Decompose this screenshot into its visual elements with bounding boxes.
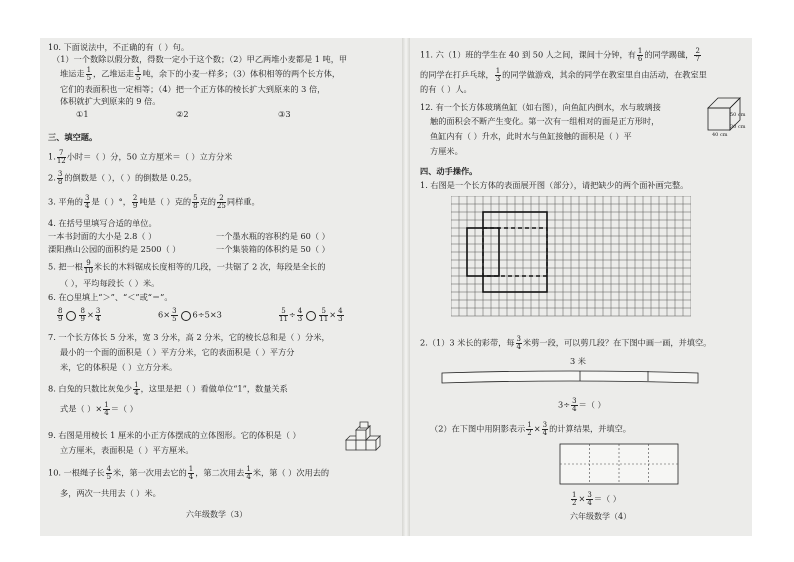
fraction-denominator: 4 bbox=[95, 315, 101, 323]
fraction-denominator: 4 bbox=[542, 429, 548, 437]
f3-pre: 3. 平角的 bbox=[48, 196, 83, 207]
f2-text: 的倒数是（ ），（ ）的倒数是 0.25。 bbox=[64, 172, 197, 183]
fraction bbox=[526, 422, 532, 437]
fraction-denominator: 3 bbox=[297, 315, 303, 323]
fraction-numerator: 1 bbox=[188, 465, 194, 473]
fraction-numerator: 8 bbox=[58, 307, 63, 315]
fill-12b: 触的面积会不断产生变化。第一次有一组相对的面是正方形时， bbox=[430, 116, 660, 126]
fraction-numerator: 2 bbox=[217, 195, 226, 203]
fraction-numerator: 3 bbox=[587, 491, 592, 499]
f1-text: 小时＝（ ）分，50 立方厘米＝（ ）立方分米 bbox=[66, 151, 233, 162]
section-4-title: 四、动手操作。 bbox=[420, 166, 478, 176]
fraction bbox=[86, 67, 92, 82]
op2-pre: 2.（1）3 米长的彩带，每 bbox=[420, 337, 515, 348]
op2b-equation: $\frac{1}{2}$ × $\frac{3}{4}$ ＝（ ） bbox=[572, 491, 621, 507]
fill-12d: 方厘米。 bbox=[430, 146, 463, 156]
compare-circle[interactable] bbox=[306, 311, 316, 321]
fraction-denominator: 3 bbox=[338, 315, 343, 323]
tank-dim-height: 50 cm bbox=[730, 112, 746, 118]
f11-b2: 的同学做游戏，其余的同学在教室里自由活动，在教室里 bbox=[502, 69, 707, 80]
q10-b-post: 吨，余下的小麦一样多；（3）体积相等的两个长方体， bbox=[142, 68, 341, 79]
fraction bbox=[516, 336, 522, 351]
fraction-denominator: 6 bbox=[637, 55, 643, 63]
fraction-numerator: 3 bbox=[172, 307, 177, 315]
fraction bbox=[79, 308, 85, 323]
fill-10b: 多，两次一共用去（ ）米。 bbox=[60, 488, 161, 498]
fraction bbox=[84, 260, 93, 275]
fraction-denominator: 4 bbox=[516, 343, 521, 351]
fraction bbox=[297, 308, 303, 323]
q10-statement-b bbox=[60, 67, 340, 82]
fraction-denominator: 9 bbox=[58, 315, 63, 323]
page-footer-left: 六年级数学（3） bbox=[186, 510, 248, 519]
fraction-numerator: 1 bbox=[136, 66, 141, 74]
fraction bbox=[171, 308, 177, 323]
fraction bbox=[571, 492, 577, 507]
fraction bbox=[106, 466, 112, 481]
q10-option-2: ②2 bbox=[176, 109, 189, 119]
fraction-denominator: 9 bbox=[132, 202, 138, 210]
left-page bbox=[46, 38, 398, 536]
fraction-denominator: 5 bbox=[172, 315, 177, 323]
f11-a2: 的同学踢毽， bbox=[644, 49, 694, 60]
f3-mid3: 克的 bbox=[199, 196, 216, 207]
fraction-numerator: 1 bbox=[527, 421, 532, 429]
fraction-denominator: 10 bbox=[83, 267, 93, 275]
op2b-pre: （2）在下图中用阴影表示 bbox=[430, 423, 526, 434]
fraction bbox=[103, 402, 109, 417]
fraction-numerator: 1 bbox=[104, 401, 109, 409]
fraction bbox=[135, 67, 141, 82]
fraction bbox=[542, 422, 548, 437]
f10-a4: 米，第（ ）次用去的 bbox=[252, 467, 330, 478]
fill-4d: 一个集装箱的体积约是 50（ ） bbox=[216, 244, 330, 254]
exam-paper bbox=[40, 38, 752, 536]
fraction bbox=[694, 48, 700, 63]
f6-expr2: 6× bbox=[158, 309, 171, 320]
cube-stack-figure bbox=[342, 420, 382, 456]
fraction-denominator: 11 bbox=[279, 315, 288, 323]
shading-rect-figure[interactable] bbox=[558, 442, 680, 486]
fill-9b: 立方厘米，表面积是（ ）平方厘米。 bbox=[60, 445, 194, 455]
fraction-denominator: 5 bbox=[86, 74, 92, 82]
fraction-numerator: 4 bbox=[338, 307, 343, 315]
q10-statement-d: 体积就扩大到原来的 9 倍。 bbox=[60, 96, 161, 106]
tank-dim-length: 40 cm bbox=[712, 132, 728, 138]
fraction-numerator: 9 bbox=[84, 260, 93, 268]
fraction-denominator: 4 bbox=[104, 409, 109, 417]
op2-eq2: ＝（ ） bbox=[578, 399, 606, 410]
fill-4a: 一本书封面的大小是 2.8（ ） bbox=[48, 231, 157, 241]
fraction-numerator: 4 bbox=[106, 465, 112, 473]
fraction bbox=[337, 308, 343, 323]
op2-eq: 3÷ bbox=[558, 399, 571, 410]
fraction-denominator: 5 bbox=[106, 473, 112, 481]
fraction bbox=[133, 382, 139, 397]
fill-12a: 12. 有一个长方体玻璃鱼缸（如右图），向鱼缸内倒水，水与玻璃接 bbox=[420, 102, 661, 112]
fraction-denominator: 7 bbox=[695, 55, 700, 63]
fraction-denominator: 12 bbox=[56, 157, 66, 165]
fraction-numerator: 3 bbox=[95, 307, 101, 315]
fraction bbox=[57, 171, 63, 186]
op-1: 1. 右图是一个长方体的表面展开图（部分），请把缺少的两个面补画完整。 bbox=[420, 180, 689, 190]
op-2a bbox=[420, 336, 711, 351]
f8-b: 式是（ ）× bbox=[60, 403, 103, 414]
fill-11a bbox=[420, 48, 702, 63]
fraction-numerator: 1 bbox=[572, 491, 577, 499]
ribbon-figure[interactable] bbox=[440, 368, 700, 388]
f3-post: 同样重。 bbox=[226, 196, 260, 207]
f10-a: 10. 一根绳子长 bbox=[48, 467, 105, 478]
fraction bbox=[279, 308, 288, 323]
fraction bbox=[84, 195, 90, 210]
fill-9a: 9. 右图是用棱长 1 厘米的小正方体摆成的立体图形。它的体积是（ ） bbox=[48, 430, 301, 440]
fraction-denominator: 2 bbox=[527, 429, 532, 437]
q10-intro: 10. 下面说法中，不正确的有（ ）句。 bbox=[48, 42, 190, 52]
fraction bbox=[586, 492, 592, 507]
q10-b-mid: ，乙堆运走 bbox=[93, 68, 134, 79]
fraction bbox=[192, 195, 198, 210]
op2b-post: 的计算结果，并填空。 bbox=[549, 423, 631, 434]
fraction-denominator: 25 bbox=[216, 202, 226, 210]
fraction-numerator: 1 bbox=[495, 67, 501, 75]
q10-option-1: ①1 bbox=[76, 109, 89, 119]
fraction-denominator: 5 bbox=[136, 74, 141, 82]
page-footer-right: 六年级数学（4） bbox=[570, 512, 632, 521]
fill-4c: 溧阳燕山公园的面积约是 2500（ ） bbox=[48, 244, 181, 254]
fraction-numerator: 3 bbox=[572, 397, 577, 405]
compare-circle[interactable] bbox=[181, 311, 191, 321]
fraction-numerator: 2 bbox=[695, 47, 700, 55]
f5-post: 米长的木料锯成长度相等的几段，一共锯了 2 次，每段是全长的 bbox=[93, 261, 326, 272]
fraction-numerator: 4 bbox=[297, 307, 303, 315]
fraction-denominator: 4 bbox=[188, 473, 194, 481]
fraction-denominator: 3 bbox=[495, 75, 501, 83]
fraction bbox=[495, 68, 501, 83]
fraction-denominator: 4 bbox=[572, 405, 577, 413]
fraction-numerator: 1 bbox=[246, 465, 251, 473]
f5-pre: 5. 把一根 bbox=[48, 261, 83, 272]
fraction-numerator: 7 bbox=[57, 150, 66, 158]
f8-b2: ＝（ ） bbox=[110, 403, 138, 414]
fill-7c: 米，它的体积是（ ）立方分米。 bbox=[60, 362, 178, 372]
f8-a2: ，这里是把（ ）看做单位“1”，数量关系 bbox=[140, 383, 288, 394]
fraction-numerator: 3 bbox=[57, 170, 63, 178]
fill-2 bbox=[48, 171, 197, 186]
fraction-denominator: 8 bbox=[193, 202, 198, 210]
fill-7a: 7. 一个长方体长 5 分米，宽 3 分米，高 2 分米，它的棱长总和是（ ）分米， bbox=[48, 332, 330, 342]
compare-circle[interactable] bbox=[66, 311, 76, 321]
fraction bbox=[132, 195, 138, 210]
page-fold bbox=[402, 38, 410, 536]
fill-4b: 一个墨水瓶的容积约是 60（ ） bbox=[216, 231, 330, 241]
fraction bbox=[571, 398, 577, 413]
ribbon-label: 3 米 bbox=[570, 356, 586, 366]
fraction-numerator: 3 bbox=[84, 194, 90, 202]
f1-pre: 1. bbox=[48, 151, 56, 162]
q10-statement-c: 它们的表面积也一定相等；（4）把一个正方体的棱长扩大到原来的 3 倍， bbox=[60, 84, 326, 94]
fill-12c: 鱼缸内有（ ）升水，此时水与鱼缸接触的面积是（ ）平 bbox=[430, 131, 632, 141]
fill-11b bbox=[420, 68, 707, 83]
fraction bbox=[319, 308, 328, 323]
fill-6-expr-2 bbox=[158, 308, 222, 323]
fraction-numerator: 5 bbox=[319, 308, 328, 316]
fraction bbox=[217, 195, 226, 210]
f11-a: 11. 六（1）班的学生在 40 到 50 人之间，课间十分钟，有 bbox=[420, 49, 636, 60]
fraction-numerator: 5 bbox=[193, 194, 198, 202]
fill-5 bbox=[48, 260, 325, 275]
section-3-title: 三、填空题。 bbox=[48, 132, 98, 142]
q10-b-pre: 堆运走 bbox=[60, 68, 85, 79]
op2b-eq2: ＝（ ） bbox=[593, 493, 621, 504]
fill-11c: 的有（ ）人。 bbox=[420, 84, 472, 94]
f10-a3: ，第二次用去 bbox=[195, 467, 245, 478]
fraction-numerator: 3 bbox=[542, 421, 548, 429]
fill-3 bbox=[48, 195, 260, 210]
f2-pre: 2. bbox=[48, 172, 56, 183]
fraction-denominator: 4 bbox=[134, 389, 139, 397]
fill-6-expr-1: $\frac{8}{9}$ $\frac{8}{9}$ × $\frac{3}{4}$ bbox=[58, 307, 101, 323]
op-2b: （2）在下图中用阴影表示 $\frac{1}{2}$ × $\frac{3}{4}$ 的计算结果，并填空。 bbox=[430, 421, 631, 437]
box-net-grid[interactable] bbox=[451, 196, 691, 320]
f3-mid: 是（ ）°， bbox=[91, 196, 131, 207]
fill-6-expr-3: $\frac{5}{11}$ ÷ $\frac{4}{3}$ $\frac{5}{11}$ × $\frac{4}{3}$ bbox=[279, 307, 343, 323]
f10-a2: 米，第一次用去它的 bbox=[113, 467, 187, 478]
fraction-numerator: 3 bbox=[516, 335, 521, 343]
fraction-denominator: 4 bbox=[246, 473, 251, 481]
fraction bbox=[57, 150, 66, 165]
fraction bbox=[637, 48, 643, 63]
q10-option-3: ③3 bbox=[278, 109, 291, 119]
fill-1 bbox=[48, 150, 232, 165]
f6-expr2b: 6÷5×3 bbox=[192, 309, 222, 320]
op2-equation bbox=[558, 398, 606, 413]
fraction-numerator: 1 bbox=[86, 66, 92, 74]
fraction-denominator: 11 bbox=[319, 315, 329, 323]
op2-post: 米剪一段，可以剪几段？在下图中画一画，并填空。 bbox=[523, 337, 712, 348]
fraction-numerator: 1 bbox=[637, 47, 643, 55]
fraction-numerator: 2 bbox=[132, 194, 138, 202]
f3-mid2: 吨是（ ）克的 bbox=[139, 196, 192, 207]
fill-6: 6. 在○里填上“＞”、“＜”或“＝”。 bbox=[48, 292, 173, 302]
fraction bbox=[57, 308, 63, 323]
fraction bbox=[95, 308, 101, 323]
tank-dim-width: 30 cm bbox=[730, 124, 746, 130]
fill-8a bbox=[48, 382, 288, 397]
f8-a: 8. 白兔的只数比灰兔少 bbox=[48, 383, 133, 394]
fraction bbox=[188, 466, 194, 481]
fill-10a bbox=[48, 466, 329, 481]
fraction-denominator: 4 bbox=[84, 202, 90, 210]
q10-statement-a: （1）一个数除以假分数，得数一定小于这个数；（2）甲乙两堆小麦都是 1 吨，甲 bbox=[52, 54, 348, 64]
fill-5b: （ ），平均每段长（ ）米。 bbox=[60, 278, 160, 288]
fraction-denominator: 8 bbox=[57, 178, 63, 186]
fraction bbox=[245, 466, 251, 481]
fraction-numerator: 8 bbox=[80, 307, 85, 315]
fill-8b bbox=[60, 402, 138, 417]
fraction-denominator: 9 bbox=[80, 315, 85, 323]
fraction-denominator: 2 bbox=[572, 499, 577, 507]
fraction-numerator: 5 bbox=[279, 308, 288, 316]
fill-7b: 最小的一个面的面积是（ ）平方分米，它的表面积是（ ）平方分 bbox=[60, 347, 295, 357]
fill-4: 4. 在括号里填写合适的单位。 bbox=[48, 218, 157, 228]
fraction-numerator: 1 bbox=[134, 381, 139, 389]
f11-b: 的同学在打乒乓球， bbox=[420, 69, 494, 80]
fraction-denominator: 4 bbox=[587, 499, 592, 507]
